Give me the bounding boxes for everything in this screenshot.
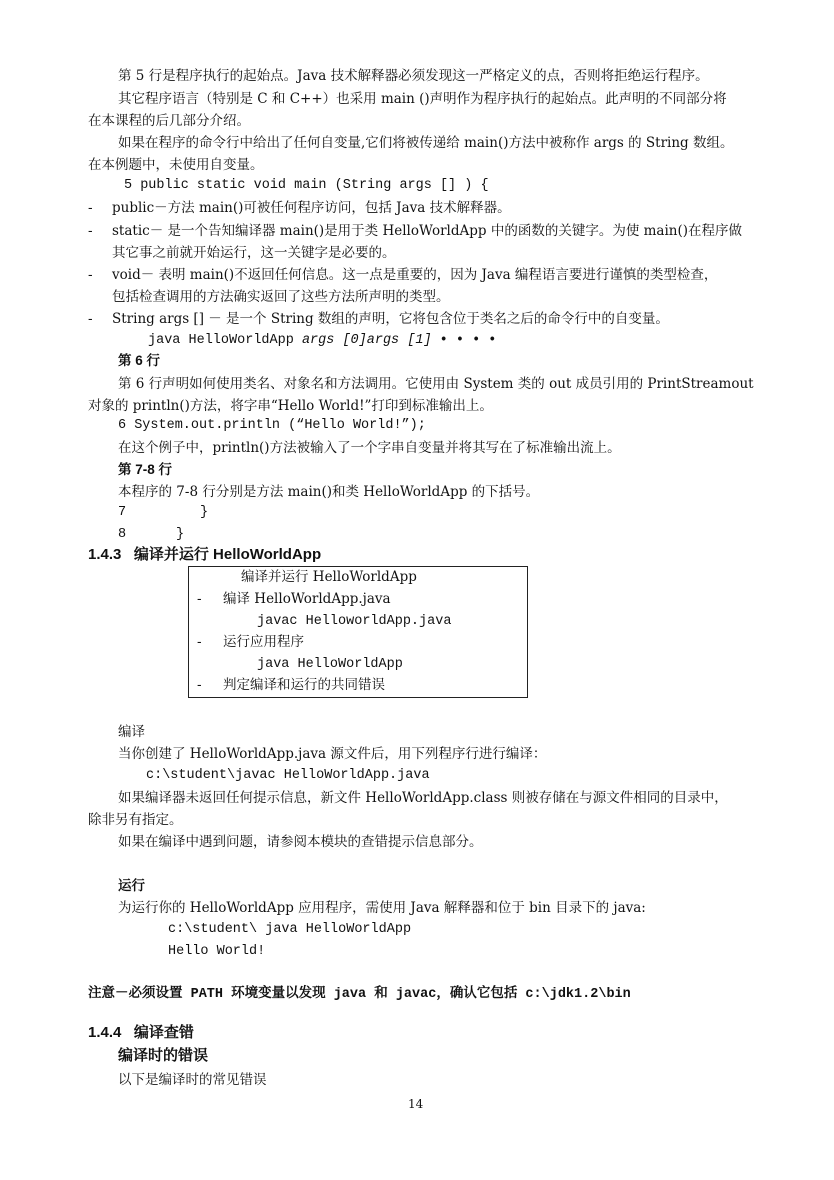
section-1-4-4-heading [88,1023,194,1043]
heading-line-7-8: 第 7-8 行 [118,462,173,477]
code-run-output: Hello World! [168,944,266,959]
code-run: c:\student\ java HelloWorldApp [168,922,412,937]
code-line-7-brace: } [200,505,209,520]
code-args-1: args [1] [366,333,432,348]
code-args-0: args [0] [301,333,367,348]
note-path: 注意－必须设置 PATH 环境变量以发现 java 和 javac，确认它包括 c:\jdk1.2\bin [88,987,631,1002]
code-args-prefix: java HelloWorldApp [148,333,302,348]
code-line-5: 5 public static void main (String args [] ) { [124,178,489,193]
paragraph-line-5-start: 第 5 行是程序执行的起始点。Java 技术解释器必须发现这一严格定义的点，否则将拒绝运行程序。 [118,68,709,84]
box-code-javac: javac HelloworldApp.java [257,614,452,629]
heading-compile: 编译 [118,724,145,740]
bullet-void: void－ 表明 main()不返回任何信息。这一点是重要的，因为 Java 编程语言要进行谨慎的类型检查， [112,267,718,283]
box-code-java: java HelloWorldApp [257,657,403,672]
paragraph-compile: 当你创建了 HelloWorldApp.java 源文件后，用下列程序行进行编译： [118,746,547,762]
bullet-dash: - [88,267,93,283]
section-1-4-3-number: 1.4.3 [88,546,122,563]
code-compile: c:\student\javac HelloWorldApp.java [146,768,430,783]
bullet-dash: - [197,677,202,693]
section-1-4-3-heading [88,545,321,565]
bullet-dash: - [88,223,93,239]
paragraph-main-declaration: 其它程序语言（特别是 C 和 C++）也采用 main ()声明作为程序执行的起始点。此声明的不同部分将 [118,91,727,107]
paragraph-run: 为运行你的 HelloWorldApp 应用程序，需使用 Java 解释器和位于 bin 目录下的 java: [118,900,646,916]
summary-box [188,566,528,698]
bullet-string-args: String args [] － 是一个 String 数组的声明，它将包含位于类名之后的命令行中的自变量。 [112,311,669,327]
heading-run: 运行 [118,878,145,893]
paragraph-args-cont: 在本例题中，未使用自变量。 [88,157,264,173]
paragraph-main-declaration-cont: 在本课程的后几部分介绍。 [88,113,250,129]
paragraph-line-6: 第 6 行声明如何使用类名、对象名和方法调用。它使用由 System 类的 out 成员引用的 PrintStreamout [118,376,754,392]
paragraph-line-7-8: 本程序的 7-8 行分别是方法 main()和类 HelloWorldApp 的下括号。 [118,484,540,500]
code-line-8-brace: } [176,527,185,542]
bullet-void-cont: 包括检查调用的方法确实返回了这些方法所声明的类型。 [112,289,450,305]
box-item-run: 运行应用程序 [223,634,304,650]
section-1-4-4-title: 编译查错 [133,1024,194,1041]
bullet-dash: - [197,591,202,607]
paragraph-compile-result: 如果编译器未返回任何提示信息，新文件 HelloWorldApp.class 则被存储在与源文件相同的目录中， [118,790,728,806]
bullet-dash: - [88,311,93,327]
page-number: 14 [408,1097,424,1111]
bullet-dash: - [88,200,93,216]
code-line-6: 6 System.out.println (“Hello World!”); [118,418,426,433]
bullet-dash: - [197,634,202,650]
heading-compile-errors: 编译时的错误 [118,1047,209,1064]
heading-line-6: 第 6 行 [118,353,161,368]
bullet-public: public－方法 main()可被任何程序访问，包括 Java 技术解释器。 [112,200,511,216]
box-title: 编译并运行 HelloWorldApp [241,569,417,585]
bullet-static-cont: 其它事之前就开始运行，这一关键字是必要的。 [112,245,396,261]
bullet-static: static－ 是一个告知编译器 main()是用于类 HelloWorldApp 中的函数的关键字。为使 main()在程序做 [112,223,743,239]
code-line-7-number: 7 [118,505,127,520]
box-item-compile: 编译 HelloWorldApp.java [223,591,391,607]
paragraph-compile-result-cont: 除非另有指定。 [88,812,183,828]
paragraph-line-6-cont: 对象的 println()方法，将字串“Hello World!”打印到标准输出上。 [88,398,493,414]
box-item-errors: 判定编译和运行的共同错误 [223,677,385,693]
section-1-4-3-title: 编译并运行 HelloWorldApp [133,546,322,563]
code-args-dots: • • • • [439,333,497,348]
paragraph-compile-problems: 如果在编译中遇到问题，请参阅本模块的查错提示信息部分。 [118,834,483,850]
paragraph-println: 在这个例子中，println()方法被输入了一个字串自变量并将其写在了标准输出流上。 [118,440,621,456]
paragraph-args: 如果在程序的命令行中给出了任何自变量,它们将被传递给 main()方法中被称作 args 的 String 数组。 [118,135,734,151]
code-line-8-number: 8 [118,527,127,542]
code-args-example [148,331,496,351]
section-1-4-4-number: 1.4.4 [88,1024,122,1041]
paragraph-common-errors: 以下是编译时的常见错误 [118,1072,267,1088]
